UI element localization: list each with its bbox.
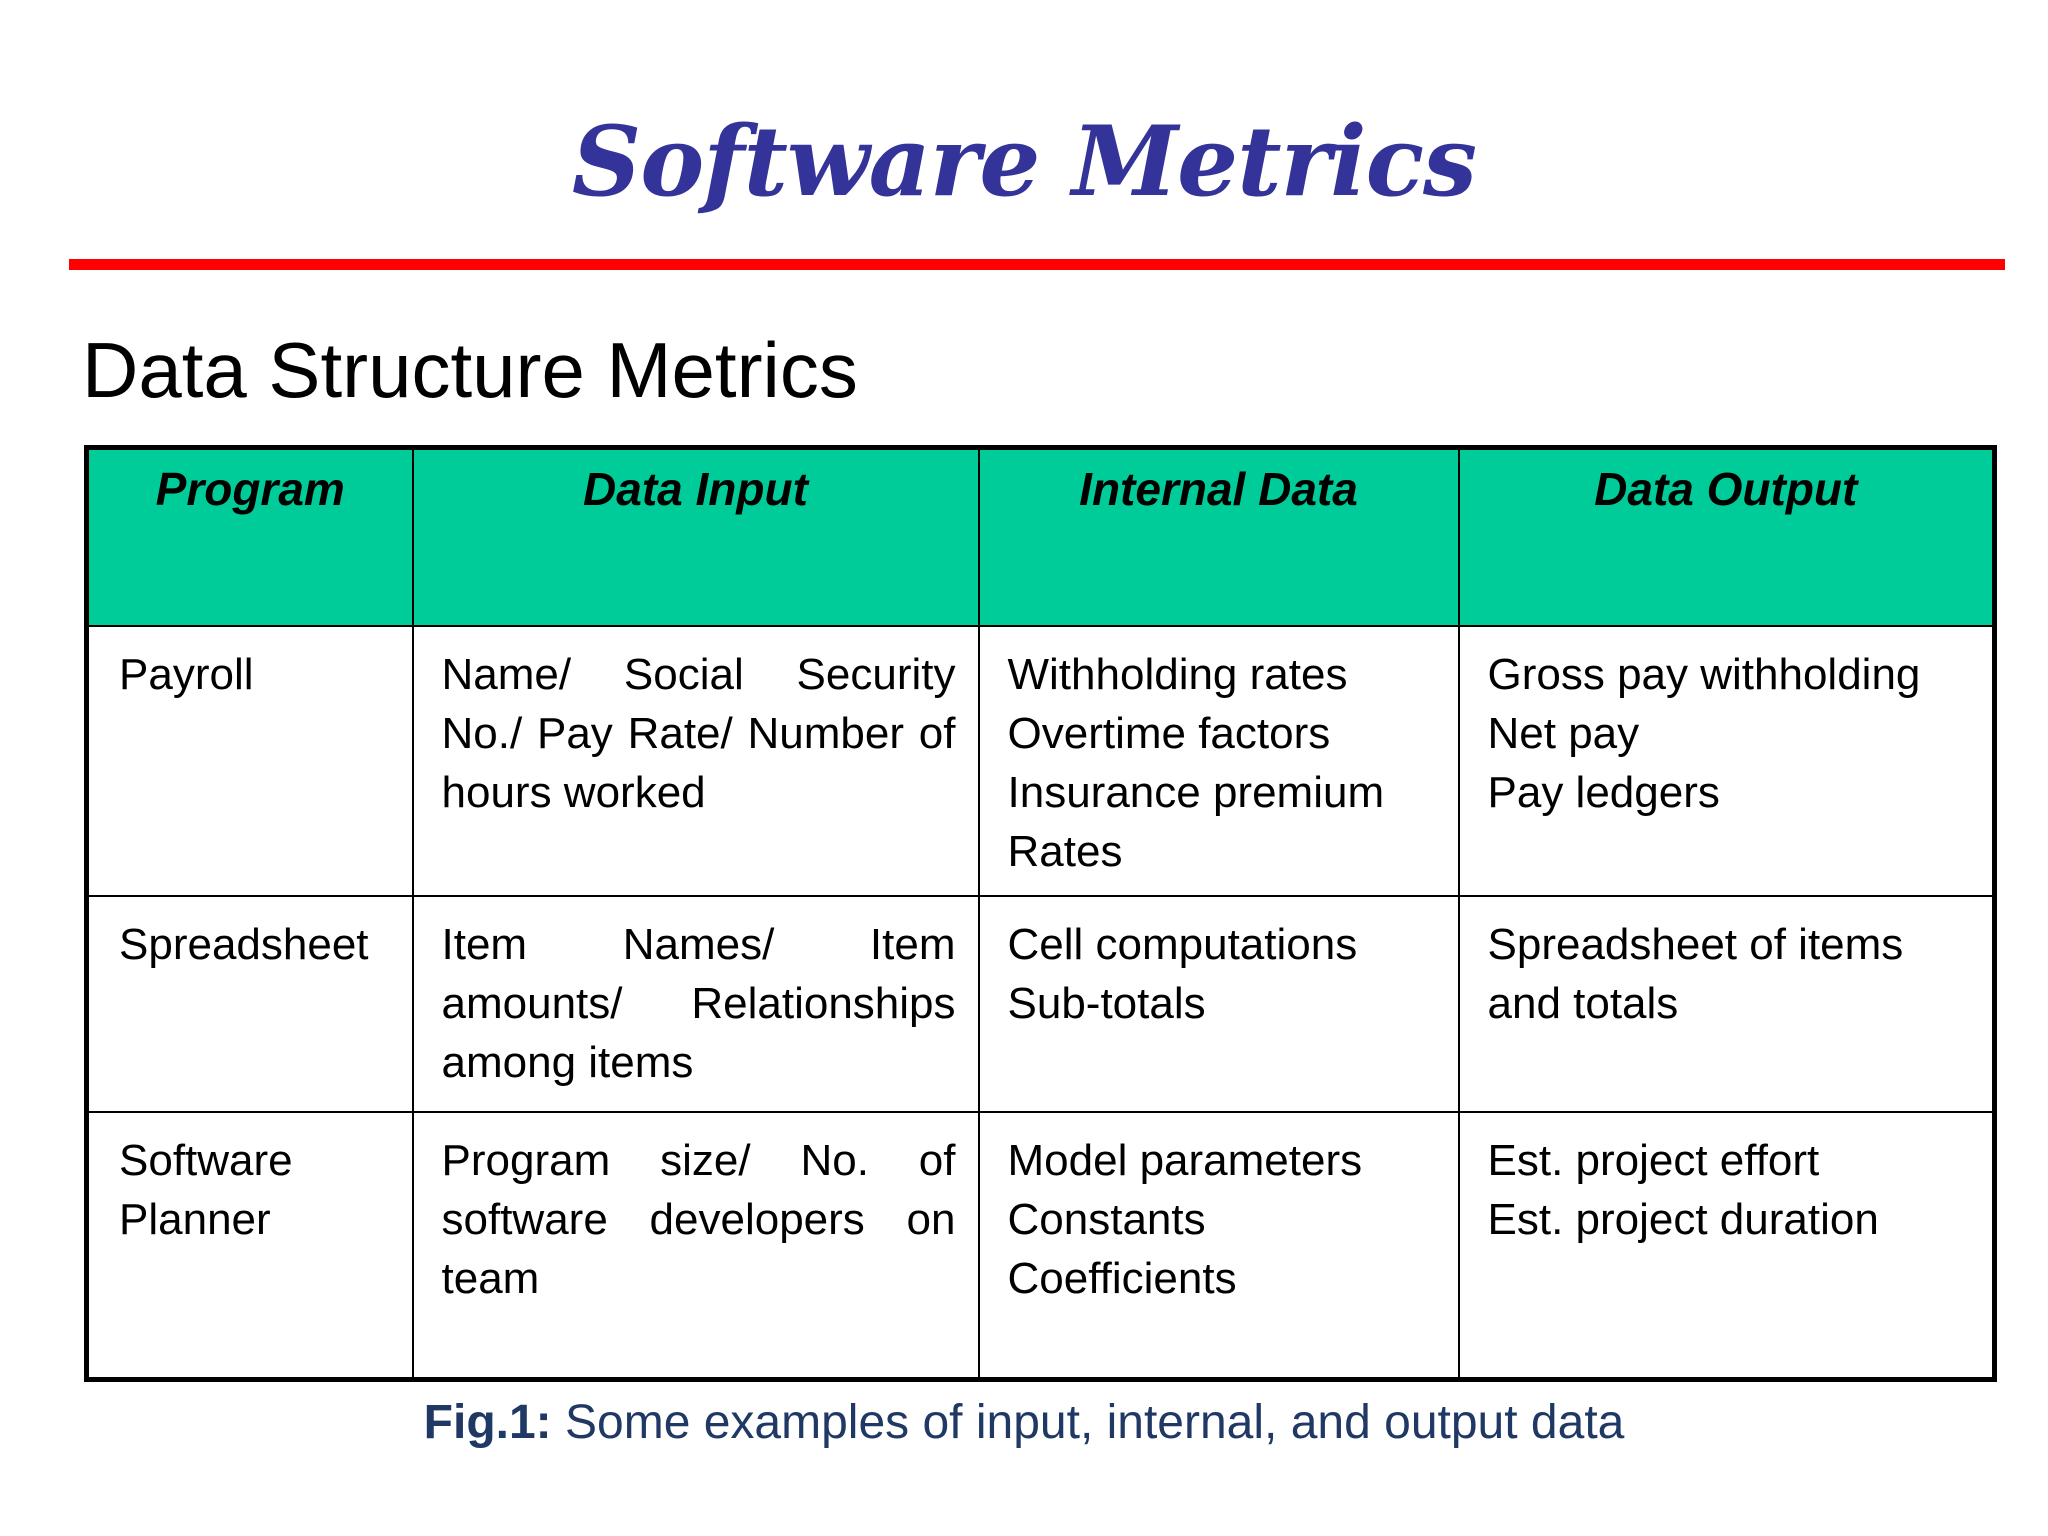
cell-data-output <box>1459 1112 1995 1380</box>
cell-program: Software Planner <box>87 1112 413 1380</box>
list-item: Est. project effort <box>1487 1136 1820 1185</box>
list-item: Insurance premium <box>1007 768 1385 817</box>
list-item: Withholding rates <box>1007 650 1348 699</box>
cell-data-input: Program size/ No. of software developers on team <box>413 1112 979 1380</box>
caption-label: Fig.1: <box>423 1396 552 1449</box>
cell-data-output <box>1459 896 1995 1112</box>
section-heading: Data Structure Metrics <box>82 326 858 414</box>
list-item: Pay ledgers <box>1487 768 1720 817</box>
table-header-row <box>87 448 1995 627</box>
data-structure-metrics-table <box>84 445 1997 1382</box>
list-item: Rates <box>1007 827 1123 876</box>
table-row <box>87 1112 1995 1380</box>
list-item: Cell computations <box>1007 920 1358 969</box>
cell-data-input: Name/ Social Security No./ Pay Rate/ Number of hours worked <box>413 626 979 896</box>
table-row <box>87 626 1995 896</box>
cell-internal-data <box>979 626 1459 896</box>
header-data-output: Data Output <box>1459 448 1995 627</box>
header-program: Program <box>87 448 413 627</box>
cell-program: Payroll <box>87 626 413 896</box>
cell-program: Spreadsheet <box>87 896 413 1112</box>
list-item: Coefficients <box>1007 1254 1237 1303</box>
header-data-input: Data Input <box>413 448 979 627</box>
cell-internal-data <box>979 896 1459 1112</box>
list-item: Gross pay withholding <box>1487 650 1921 699</box>
list-item: Overtime factors <box>1007 709 1331 758</box>
list-item: Constants <box>1007 1195 1206 1244</box>
title-divider <box>69 259 2005 270</box>
caption-text: Some examples of input, internal, and output data <box>551 1396 1625 1449</box>
figure-caption <box>0 1395 2048 1450</box>
cell-data-input: Item Names/ Item amounts/ Relationships among items <box>413 896 979 1112</box>
slide-title: Software Metrics <box>571 105 1477 218</box>
cell-data-output <box>1459 626 1995 896</box>
header-internal-data: Internal Data <box>979 448 1459 627</box>
list-item: Net pay <box>1487 709 1640 758</box>
list-item: Sub-totals <box>1007 979 1206 1028</box>
list-item: Est. project duration <box>1487 1195 1879 1244</box>
cell-internal-data <box>979 1112 1459 1380</box>
list-item: Model parameters <box>1007 1136 1363 1185</box>
list-item: Spreadsheet of items and totals <box>1487 920 1904 1028</box>
table-row <box>87 896 1995 1112</box>
